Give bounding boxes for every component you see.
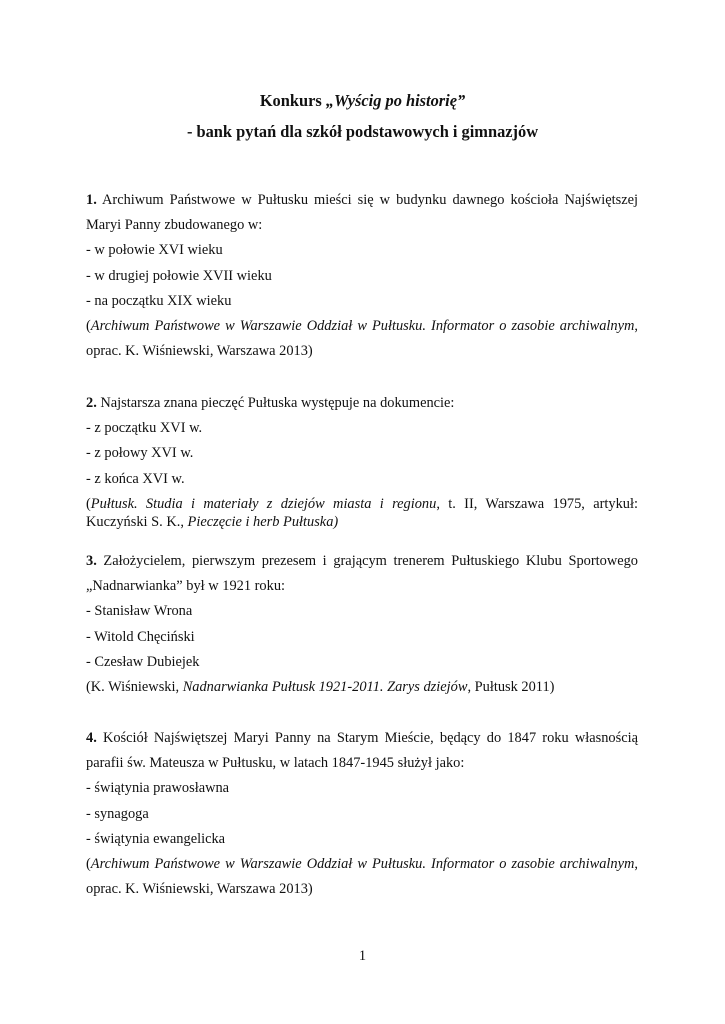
source-paren: (	[86, 318, 91, 335]
source-author: Kuczyński S. K.,	[86, 513, 188, 530]
source-citation	[86, 852, 638, 877]
answer-option: - Witold Chęciński	[86, 628, 195, 645]
question-text-line: „Nadnarwianka” był w 1921 roku:	[86, 578, 286, 595]
question-1	[86, 188, 638, 364]
source-article-title: Pieczęcie i herb Pułtuska)	[187, 513, 339, 530]
document-title	[0, 85, 725, 147]
source-rest: , t. II, Warszawa 1975, artykuł:	[436, 495, 638, 512]
question-4	[86, 726, 638, 902]
source-title: Pułtusk. Studia i materiały z dziejów miasta i regionu	[90, 495, 437, 512]
question-number: 1.	[86, 192, 97, 208]
answer-option: - z początku XVI w.	[86, 420, 203, 437]
source-citation-line: oprac. K. Wiśniewski, Warszawa 2013)	[86, 343, 313, 360]
answer-option: - w połowie XVI wieku	[86, 242, 223, 259]
source-citation	[86, 314, 638, 339]
question-text-line	[86, 188, 638, 213]
question-number: 2.	[86, 395, 97, 411]
question-text-line	[86, 391, 638, 416]
source-citation	[86, 495, 638, 513]
source-paren: (	[86, 495, 91, 512]
question-text-line: Maryi Panny zbudowanego w:	[86, 217, 263, 234]
title-italic: „Wyścig po historię”	[325, 91, 466, 110]
question-text-line	[86, 726, 638, 751]
question-text: Archiwum Państwowe w Pułtusku mieści się w budynku dawnego kościoła Najświętszej	[96, 192, 638, 208]
source-title: Nadnarwianka Pułtusk 1921-2011. Zarys dziejów	[182, 679, 468, 696]
source-citation-line: oprac. K. Wiśniewski, Warszawa 2013)	[86, 881, 313, 898]
question-text-line: parafii św. Mateusza w Pułtusku, w latach 1847-1945 służył jako:	[86, 755, 465, 772]
question-text: Najstarsza znana pieczęć Pułtuska występuje na dokumencie:	[96, 395, 455, 411]
answer-option: - świątynia prawosławna	[86, 780, 230, 797]
answer-option: - w drugiej połowie XVII wieku	[86, 267, 272, 284]
source-title: Archiwum Państwowe w Warszawie Oddział w Pułtusku. Informator o zasobie archiwalnym	[90, 318, 635, 335]
answer-option: - z końca XVI w.	[86, 470, 185, 487]
answer-option: - na początku XIX wieku	[86, 292, 232, 309]
answer-option: - świątynia ewangelicka	[86, 830, 226, 847]
title-subtitle: - bank pytań dla szkół podstawowych i gimnazjów	[186, 122, 539, 141]
source-citation-line	[86, 513, 638, 531]
question-3	[86, 549, 638, 700]
question-number: 4.	[86, 730, 97, 746]
source-rest: , Pułtusk 2011)	[467, 679, 555, 696]
source-title: Archiwum Państwowe w Warszawie Oddział w Pułtusku. Informator o zasobie archiwalnym	[90, 856, 635, 873]
answer-option: - z połowy XVI w.	[86, 445, 194, 462]
answer-option: - synagoga	[86, 805, 149, 822]
answer-option: - Czesław Dubiejek	[86, 653, 200, 670]
title-line	[0, 85, 725, 116]
page-number: 1	[358, 948, 367, 964]
question-text: Założycielem, pierwszym prezesem i grającym trenerem Pułtuskiego Klubu Sportowego	[96, 553, 638, 569]
question-number: 3.	[86, 553, 97, 569]
question-text-line	[86, 549, 638, 574]
source-citation	[86, 675, 638, 700]
question-2	[86, 391, 638, 531]
question-text: Kościół Najświętszej Maryi Panny na Starym Mieście, będący do 1847 roku własnością	[96, 730, 638, 746]
answer-option: - Stanisław Wrona	[86, 603, 193, 620]
source-author: (K. Wiśniewski,	[86, 679, 183, 696]
source-rest: ,	[634, 318, 638, 335]
title-prefix: Konkurs	[259, 91, 326, 110]
source-rest: ,	[634, 856, 638, 873]
source-paren: (	[86, 856, 91, 873]
